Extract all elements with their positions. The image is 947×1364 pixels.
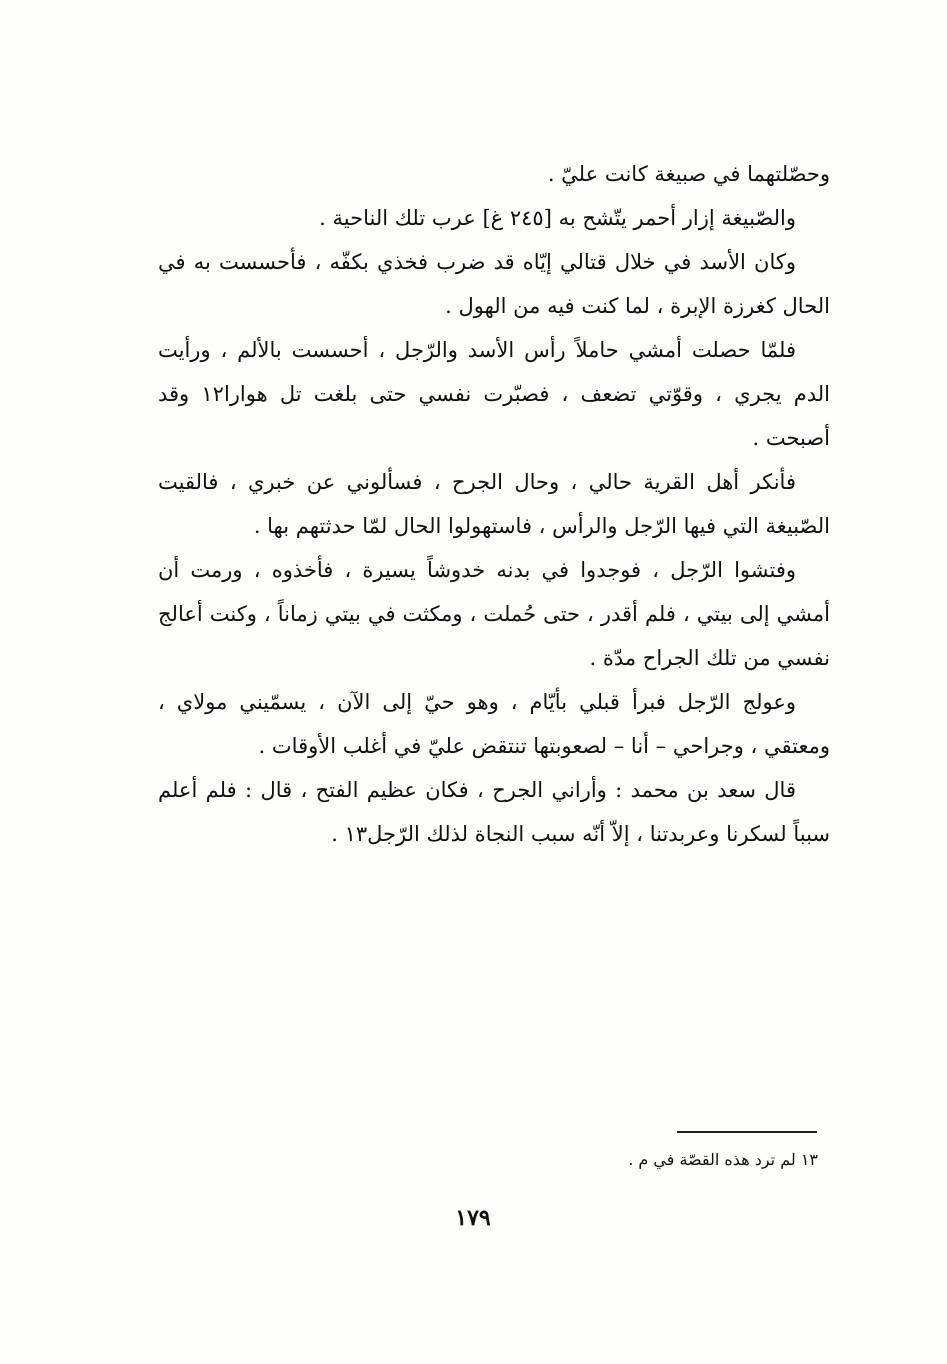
paragraph: وفتشوا الرّجل ، فوجدوا في بدنه خدوشاً يسيرة ، فأخذوه ، ورمت أن أمشي إلى بيتي ، فلم أقدر ، حتى حُملت ، ومكثت في بيتي زماناً ، وكنت أعالج نفسي من تلك الجراح مدّة . [158,558,830,670]
paragraph: وعولج الرّجل فبرأ قبلي بأيّام ، وهو حيّ إلى الآن ، يسمّيني مولاي ، ومعتقي ، وجراحي – أنا – لصعوبتها تنتقض عليّ في أغلب الأوقات . [158,690,830,758]
page-number: ١٧٩ [455,1205,491,1231]
main-text [158,152,830,856]
paragraph: وكان الأسد في خلال قتالي إيّاه قد ضرب فخذي بكفّه ، فأحسست به في الحال كغرزة الإبرة ، لما كنت فيه من الهول . [158,250,830,318]
footnote-divider [677,1131,817,1133]
paragraph: فأنكر أهل القرية حالي ، وحال الجرح ، فسألوني عن خبري ، فالقيت الصّبيغة التي فيها الرّجل والرأس ، فاستهولوا الحال لمّا حدثتهم بها . [158,470,830,538]
paragraph: فلمّا حصلت أمشي حاملاً رأس الأسد والرّجل ، أحسست بالألم ، ورأيت الدم يجري ، وقوّتي تضعف ، فصبّرت نفسي حتى بلغت تل هوارا١٢ وقد أصبحت . [158,338,830,450]
paragraph: وحصّلتهما في صبيغة كانت عليّ . [547,162,830,186]
paragraph: والصّبيغة إزار أحمر يتّشح به [٢٤٥ غ] عرب تلك الناحية . [319,206,796,230]
footnote: ١٣ لم ترد هذه القصّة في م . [628,1150,818,1169]
paragraph: قال سعد بن محمد : وأراني الجرح ، فكان عظيم الفتح ، قال : فلم أعلم سبباً لسكرنا وعربدتنا ، إلاّ أنّه سبب النجاة لذلك الرّجل١٣ . [158,778,830,846]
